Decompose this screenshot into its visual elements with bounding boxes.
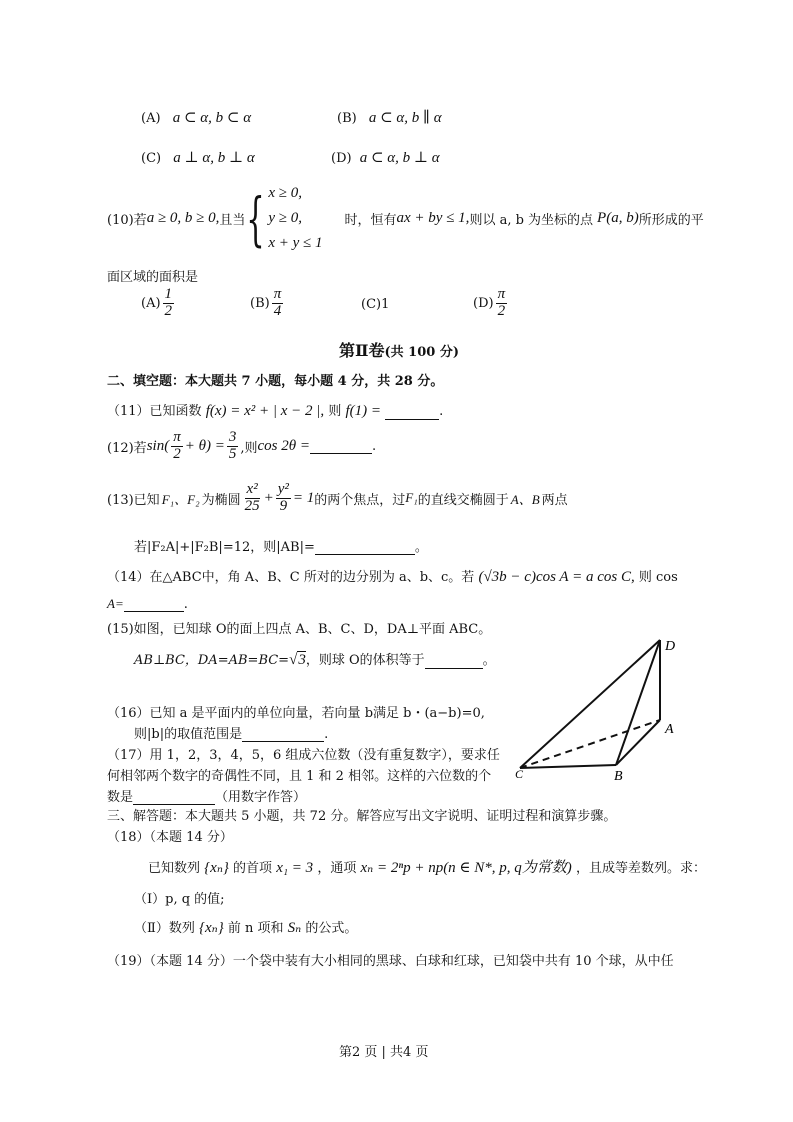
q9-option-a: (A) a ⊂ α, b ⊂ α (141, 110, 252, 126)
solve-section-header: 三、解答题：本大题共 5 小题，共 72 分。解答应写出文字说明、证明过程和演算步骤。 (107, 809, 617, 824)
figure-label-d: D (665, 639, 676, 654)
q14-line2: A= . (107, 596, 188, 612)
q15-line2: AB⊥BC，DA=AB=BC=√3，则球 O的体积等于 。 (134, 652, 496, 668)
edge-ca-hidden (520, 720, 660, 768)
figure-label-c: C (515, 767, 524, 781)
q10-option-b: (B) $\frac{\pi}{4}$ (250, 286, 282, 319)
part2-title: 第Ⅱ卷(共 100 分) (339, 341, 459, 360)
q16-answer-blank[interactable] (242, 727, 324, 742)
q16-line1: （16）已知 a 是平面内的单位向量，若向量 b满足 b・(a−b)=0, (107, 706, 485, 721)
q15-line1: (15)如图，已知球 O的面上四点 A、B、C、D，DA⊥平面 ABC。 (107, 622, 492, 637)
q12-question: (12)若 sin( $\frac{\pi}{2}$ + θ) = $\frac{3}{5}$ ,则 cos 2θ = . (107, 429, 377, 462)
q14-question: （14）在△ABC中，角 A、B、C 所对的边分别为 a、b、c。若 (√3b − c)cos A = a cos C, 则 cos (107, 569, 678, 585)
q9-option-d: (D) a ⊂ α, b ⊥ α (331, 150, 440, 166)
q17-answer-blank[interactable] (133, 790, 215, 805)
q19-line1: （19）（本题 14 分）一个袋中装有大小相同的黑球、白球和红球，已知袋中共有 10 个球，从中任 (107, 954, 674, 969)
q16-line2: 则|b|的取值范围是 . (134, 727, 329, 742)
q12-answer-blank[interactable] (310, 439, 372, 454)
q13-line2: 若|F₂A|+|F₂B|=12，则|AB|= 。 (134, 540, 428, 555)
figure-label-a: A (665, 722, 674, 737)
q10-option-c: (C)1 (361, 297, 390, 312)
q14-answer-blank[interactable] (124, 597, 184, 612)
q18-header: （18）（本题 14 分） (107, 830, 233, 845)
q13-question: (13)已知 F₁、F₂ 为椭圆 $\frac{\text{x²}}{25}$ + $\frac{\text{y²}}{9}$ = 1 的两个焦点，过 F₁ 的直线交椭圆于 A、B 两点 (107, 481, 568, 514)
q10-option-d: (D) $\frac{\pi}{2}$ (473, 286, 506, 319)
q10-option-a: (A) $\frac{1}{2}$ (141, 286, 173, 319)
q13-answer-blank[interactable] (315, 540, 415, 555)
q10-system: { x ≥ 0, y ≥ 0, x + y ≤ 1 (246, 184, 323, 253)
edge-cb (520, 765, 616, 768)
q11-question: （11）已知函数 f(x) = x² + | x − 2 |, 则 f(1) = . (107, 403, 444, 419)
figure-label-b: B (614, 769, 623, 782)
q18-part1: （Ⅰ）p, q 的值; (134, 892, 225, 907)
q10-line2: 面区域的面积是 (107, 270, 199, 285)
q17-line2: 何相邻两个数字的奇偶性不同，且 1 和 2 相邻。这样的六位数的个 (107, 769, 492, 784)
figure-edges (520, 640, 660, 768)
q11-answer-blank[interactable] (385, 405, 439, 420)
q9-option-c: (C) a ⊥ α, b ⊥ α (141, 150, 255, 166)
q18-statement: 已知数列 {xₙ} 的首项 x₁ = 3 ，通项 xₙ = 2ⁿp + np(n ∈ N*, p, q为常数) ，且成等差数列。求： (148, 860, 706, 876)
q9-option-b: (B) a ⊂ α, b ∥ α (337, 110, 442, 126)
q15-answer-blank[interactable] (425, 654, 483, 669)
q18-part2: （Ⅱ）数列 {xₙ} 前 n 项和 Sₙ 的公式。 (134, 920, 358, 936)
fill-section-header: 二、填空题：本大题共 7 小题，每小题 4 分，共 28 分。 (107, 374, 444, 389)
edge-db (616, 640, 660, 765)
q10-question: (10)若 a ≥ 0, b ≥ 0, 且当 { x ≥ 0, y ≥ 0, x + y ≤ 1 时，恒有 ax + by ≤ 1, 则以 a, b 为坐标的点 P(a, b) 所形成的平 (107, 181, 704, 256)
q17-line1: （17）用 1，2，3，4，5，6 组成六位数（没有重复数字），要求任 (107, 748, 500, 763)
page-footer: 第2 页 | 共4 页 (339, 1045, 429, 1060)
tetrahedron-figure (514, 632, 684, 782)
q17-line3: 数是 （用数字作答） (107, 790, 307, 805)
edge-dc (520, 640, 660, 768)
